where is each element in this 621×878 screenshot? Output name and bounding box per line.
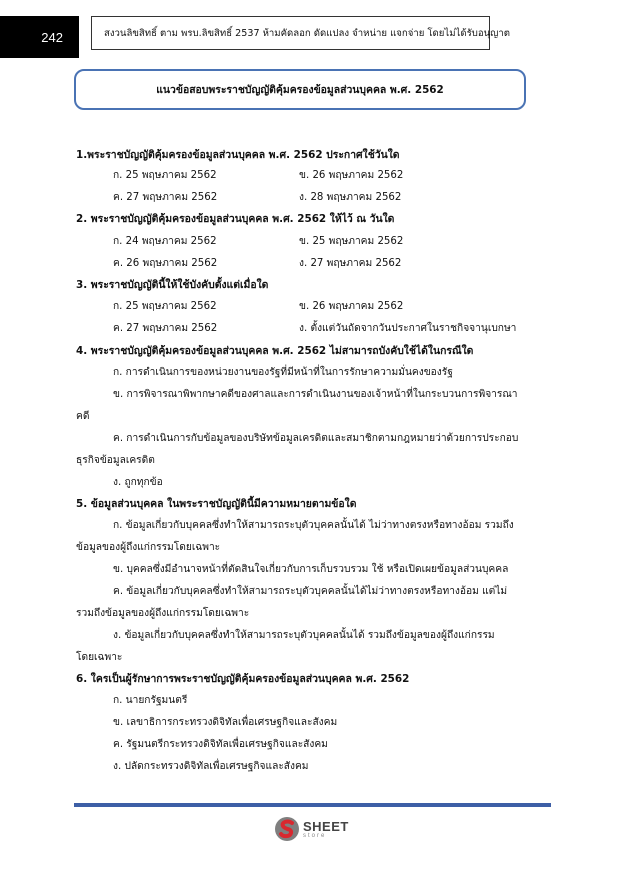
q3-option-a: ก. 25 พฤษภาคม 2562	[113, 301, 217, 312]
q1-option-b: ข. 26 พฤษภาคม 2562	[299, 170, 404, 181]
q1-option-c: ค. 27 พฤษภาคม 2562	[113, 192, 218, 203]
q5-option-b: ข. บุคคลซึ่งมีอำนาจหน้าที่ตัดสินใจเกี่ยวกับการเก็บรวบรวม ใช้ หรือเปิดเผยข้อมูลส่วนบุคคล	[113, 564, 509, 575]
q4-option-b: ข. การพิจารณาพิพากษาคดีของศาลและการดำเนินงานของเจ้าหน้าที่ในกระบวนการพิจารณา	[113, 389, 518, 400]
q6-option-b: ข. เลขาธิการกระทรวงดิจิทัลเพื่อเศรษฐกิจและสังคม	[113, 717, 338, 728]
logo-subtext: store	[303, 832, 327, 839]
q3-option-c: ค. 27 พฤษภาคม 2562	[113, 323, 218, 334]
footer-rule	[74, 803, 551, 807]
question-4: 4. พระราชบัญญัติคุ้มครองข้อมูลส่วนบุคคล พ.ศ. 2562 ไม่สามารถบังคับใช้ได้ในกรณีใด	[76, 345, 474, 357]
q5-option-d-cont: โดยเฉพาะ	[76, 652, 123, 663]
logo-text: SHEET	[303, 818, 349, 834]
question-5: 5. ข้อมูลส่วนบุคคล ในพระราชบัญญัตินี้มีความหมายตามข้อใด	[76, 498, 357, 510]
q1-option-a: ก. 25 พฤษภาคม 2562	[113, 170, 217, 181]
copyright-notice: สงวนลิขสิทธิ์ ตาม พรบ.ลิขสิทธิ์ 2537 ห้ามคัดลอก ดัดแปลง จำหน่าย แจกจ่าย โดยไม่ได้รับอนุญาต	[91, 16, 490, 50]
question-3: 3. พระราชบัญญัตินี้ให้ใช้บังคับตั้งแต่เมื่อใด	[76, 279, 269, 291]
q5-option-d: ง. ข้อมูลเกี่ยวกับบุคคลซึ่งทำให้สามารถระบุตัวบุคคลนั้นได้ รวมถึงข้อมูลของผู้ถึงแก่กรรม	[113, 630, 495, 641]
q5-option-c-cont: รวมถึงข้อมูลของผู้ถึงแก่กรรมโดยเฉพาะ	[76, 608, 250, 619]
q4-option-c: ค. การดำเนินการกับข้อมูลของบริษัทข้อมูลเครดิตและสมาชิกตามกฎหมายว่าด้วยการประกอบ	[113, 433, 519, 444]
q2-option-b: ข. 25 พฤษภาคม 2562	[299, 236, 404, 247]
page-number: 242	[0, 16, 79, 58]
q4-option-c-cont: ธุรกิจข้อมูลเครดิต	[76, 455, 155, 466]
q2-option-d: ง. 27 พฤษภาคม 2562	[299, 258, 402, 269]
page-title: แนวข้อสอบพระราชบัญญัติคุ้มครองข้อมูลส่วนบุคคล พ.ศ. 2562	[74, 69, 526, 110]
q3-option-d: ง. ตั้งแต่วันถัดจากวันประกาศในราชกิจจานุเบกษา	[299, 323, 517, 334]
q3-option-b: ข. 26 พฤษภาคม 2562	[299, 301, 404, 312]
q2-option-c: ค. 26 พฤษภาคม 2562	[113, 258, 218, 269]
q6-option-d: ง. ปลัดกระทรวงดิจิทัลเพื่อเศรษฐกิจและสังคม	[113, 761, 309, 772]
question-1: 1.พระราชบัญญัติคุ้มครองข้อมูลส่วนบุคคล พ.ศ. 2562 ประกาศใช้วันใด	[76, 149, 400, 161]
question-6: 6. ใครเป็นผู้รักษาการพระราชบัญญัติคุ้มครองข้อมูลส่วนบุคคล พ.ศ. 2562	[76, 673, 410, 685]
q4-option-d: ง. ถูกทุกข้อ	[113, 477, 163, 488]
q2-option-a: ก. 24 พฤษภาคม 2562	[113, 236, 217, 247]
q6-option-c: ค. รัฐมนตรีกระทรวงดิจิทัลเพื่อเศรษฐกิจและสังคม	[113, 739, 328, 750]
s-logo-icon	[274, 815, 300, 843]
question-2: 2. พระราชบัญญัติคุ้มครองข้อมูลส่วนบุคคล พ.ศ. 2562 ให้ไว้ ณ วันใด	[76, 213, 395, 225]
q6-option-a: ก. นายกรัฐมนตรี	[113, 695, 188, 706]
q1-option-d: ง. 28 พฤษภาคม 2562	[299, 192, 402, 203]
q5-option-c: ค. ข้อมูลเกี่ยวกับบุคคลซึ่งทำให้สามารถระบุตัวบุคคลนั้นได้ไม่ว่าทางตรงหรือทางอ้อม แต่ไม่	[113, 586, 508, 597]
sheet-store-logo	[274, 814, 364, 844]
q4-option-b-cont: คดี	[76, 411, 90, 422]
q5-option-a-cont: ข้อมูลของผู้ถึงแก่กรรมโดยเฉพาะ	[76, 542, 221, 553]
q5-option-a: ก. ข้อมูลเกี่ยวกับบุคคลซึ่งทำให้สามารถระบุตัวบุคคลนั้นได้ ไม่ว่าทางตรงหรือทางอ้อม รวมถึง	[113, 520, 514, 531]
q4-option-a: ก. การดำเนินการของหน่วยงานของรัฐที่มีหน้าที่ในการรักษาความมั่นคงของรัฐ	[113, 367, 453, 378]
